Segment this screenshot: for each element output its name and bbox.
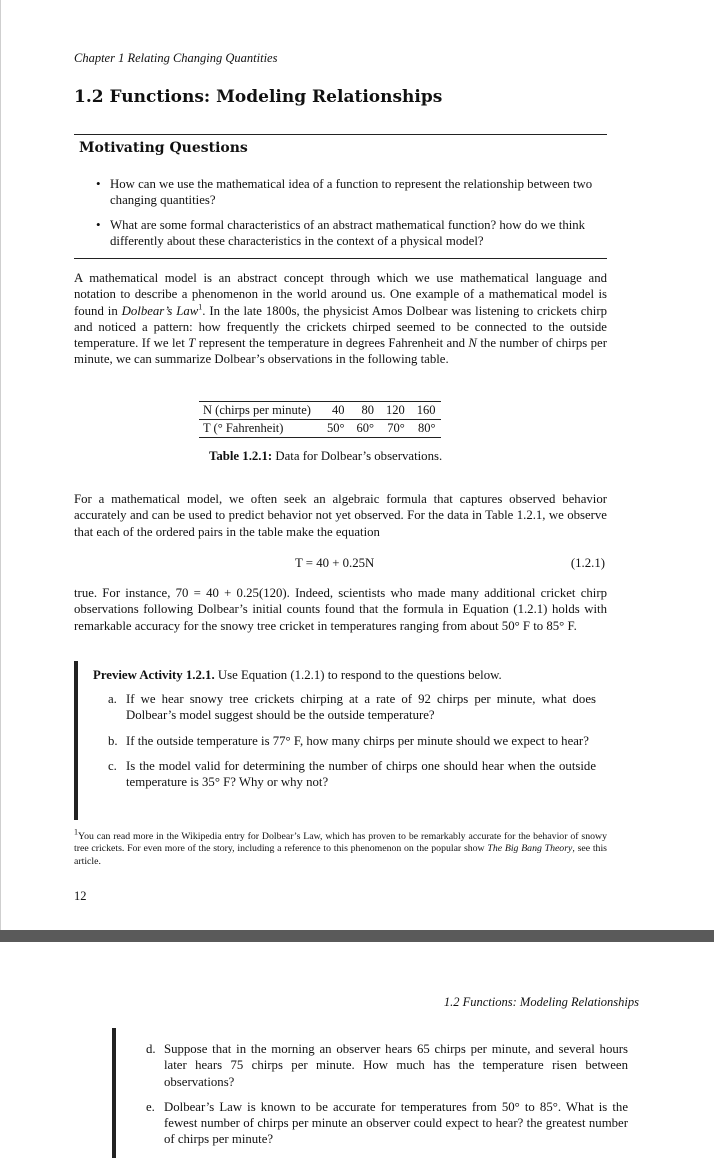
table-cell: 160 — [411, 402, 442, 420]
motivating-questions-list — [93, 176, 605, 258]
activity-side-bar — [74, 661, 78, 820]
table-cell: 60° — [356, 421, 374, 435]
chapter-header: Chapter 1 Relating Changing Quantities — [74, 51, 278, 65]
formula-paragraph: For a mathematical model, we often seek an algebraic formula that captures observed behavior accurately and can be used to predict behavior not yet observed. For the data in Table 1.2.1, we observe that each of the ordered pairs in the table make the equation — [74, 492, 607, 539]
intro-paragraph: A mathematical model is an abstract concept through which we use mathematical language and notation to describe a phenomenon in the world around us. One example of a mathematical model is found in Dolbear’s Law$^1$. In the late 1800s, the physicist Amos Dolbear was listening to crickets chirp and noticed a pattern: how frequently the crickets chirped seemed to be connected to the outside temperature. If we let T represent the temperature in degrees Fahrenheit and N the number of chirps per minute, we can summarize Dolbear’s observations in the following table. — [74, 271, 607, 367]
row-label-t: T (° Fahrenheit) — [203, 421, 284, 435]
page-number: 12 — [74, 889, 87, 903]
footnote: $^1$You can read more in the Wikipedia entry for Dolbear’s Law, which has proven to be remarkably accurate for the behavior of snowy tree crickets. For even more of the story, including a reference to this phenomenon on the popular show The Big Bang Theory, see this article. — [74, 827, 607, 867]
motivating-question: • What are some formal characteristics of an abstract mathematical function? how do we think differently about these characteristics in the context of a physical model? — [93, 217, 605, 249]
equation-body: T = 40 + 0.25N — [295, 556, 375, 570]
validation-paragraph: true. For instance, 70 = 40 + 0.25(120). Indeed, scientists who made many additional cricket chirp observations following Dolbear’s initial counts found that the formula in Equation (1.2.1) holds with remarkable accuracy for the snowy tree cricket in temperatures ranging from about 50° F to 85° F. — [74, 586, 607, 633]
activity-question: a. If we hear snowy tree crickets chirping at a rate of 92 chirps per minute, what does Dolbear’s model suggest should be the outside temperature? — [108, 692, 596, 723]
activity-questions — [108, 691, 596, 799]
activity-question: b. If the outside temperature is 77° F, how many chirps per minute should we expect to hear? — [108, 733, 589, 748]
activity-question: c. Is the model valid for determining the number of chirps one should hear when the outside temperature is 35° F? Why or why not? — [108, 758, 596, 790]
motivating-top-rule — [74, 134, 607, 135]
motivating-question: • How can we use the mathematical idea of a function to represent the relationship between two changing quantities? — [93, 176, 605, 208]
big-bang-theory-title: The Big Bang Theory — [487, 843, 573, 855]
activity-question: e. Dolbear’s Law is known to be accurate for temperatures from 50° to 85°. What is the fewest number of chirps per minute an observer could expect to hear? the greatest number of chirps per minute? — [146, 1099, 628, 1147]
row-label-n: N (chirps per minute) — [199, 402, 321, 420]
table-caption: Table 1.2.1: Data for Dolbear’s observations. — [209, 449, 443, 463]
equation-1-2-1 — [74, 556, 607, 574]
preview-activity-label[interactable]: Preview Activity 1.2.1. — [93, 668, 215, 682]
equation-number: (1.2.1) — [570, 556, 605, 570]
dolbears-law-link[interactable]: Dolbear’s Law — [121, 303, 199, 318]
running-header: 1.2 Functions: Modeling Relationships — [443, 995, 639, 1009]
table-cell: 80° — [417, 421, 436, 435]
table-cell: 40 — [321, 402, 351, 420]
activity-question: d. Suppose that in the morning an observer hears 65 chirps per minute, and several hours later hears 75 chirps per minute. How much has the temperature risen between observations? — [146, 1042, 628, 1089]
activity-side-bar — [112, 1028, 116, 1158]
motivating-bottom-rule — [74, 258, 607, 259]
table-cell: 120 — [380, 402, 411, 420]
table-cell: 50° — [326, 421, 345, 435]
motivating-questions-title: Motivating Questions — [79, 140, 248, 156]
preview-activity-heading: Preview Activity 1.2.1. Use Equation (1.2.1) to respond to the questions below. — [93, 668, 502, 682]
page-separator — [0, 930, 714, 942]
activity-questions-continued — [146, 1041, 628, 1157]
table-cell: 70° — [387, 421, 405, 435]
table-cell: 80 — [350, 402, 380, 420]
dolbear-data-table — [199, 401, 441, 438]
footnote-ref[interactable]: 1 — [198, 302, 203, 312]
section-title: 1.2 Functions: Modeling Relationships — [74, 87, 443, 107]
